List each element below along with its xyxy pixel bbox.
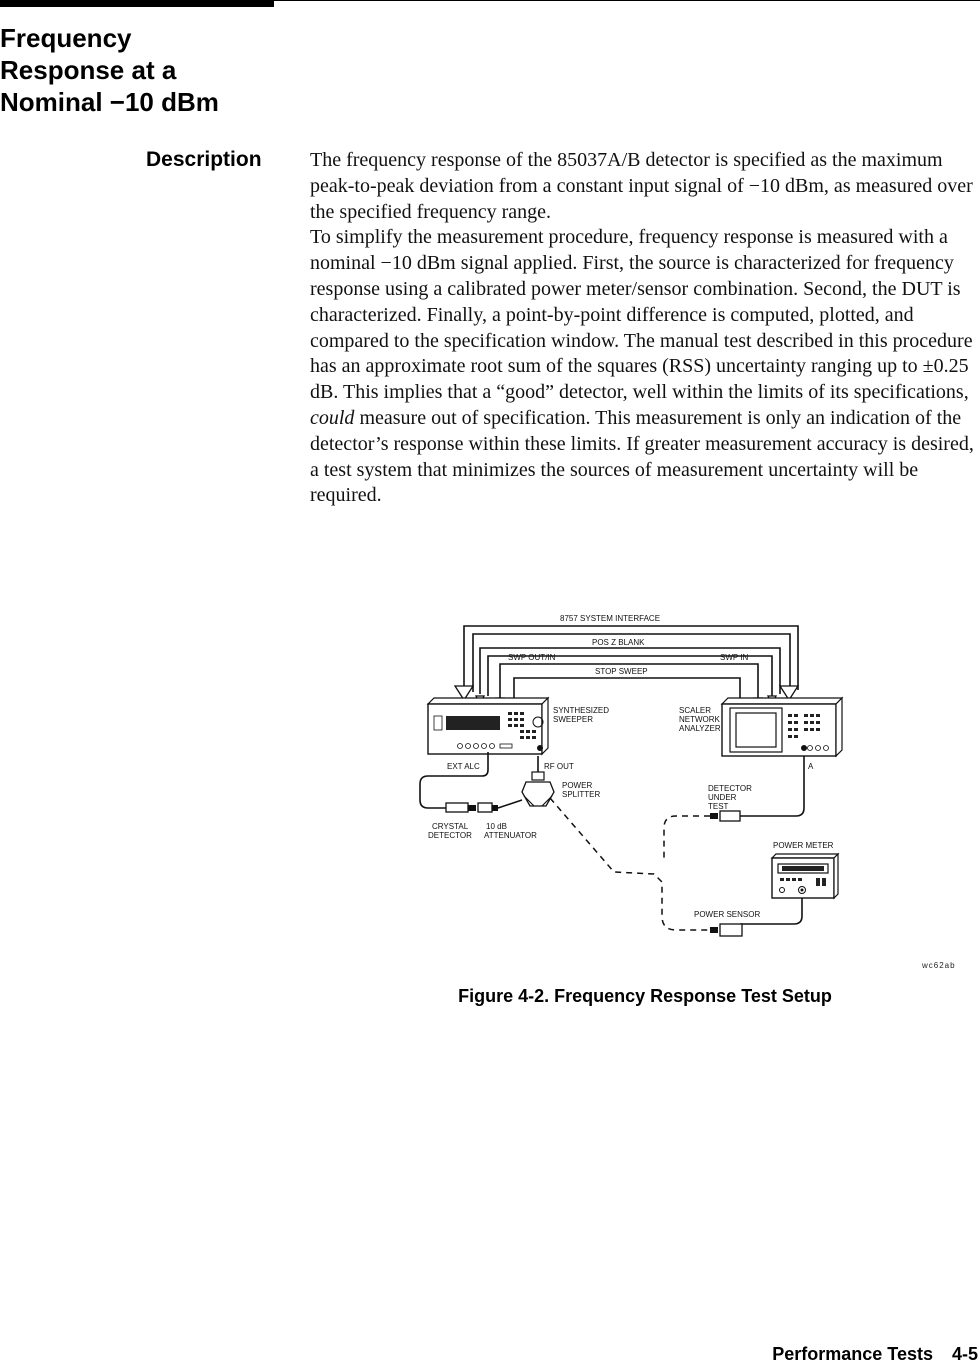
figure-caption: Figure 4-2. Frequency Response Test Setup bbox=[458, 986, 832, 1006]
power-meter bbox=[772, 854, 838, 898]
label-crystal: CRYSTAL bbox=[432, 822, 469, 831]
description-body bbox=[310, 148, 975, 509]
description-paragraph-1: The frequency response of the 85037A/B detector is specified as the maximum peak-to-peak deviation from a constant input signal of −10 dBm, as measured over the specified frequency range. bbox=[310, 149, 973, 223]
label-under: UNDER bbox=[708, 793, 737, 802]
label-test: TEST bbox=[708, 802, 729, 811]
label-stop-sweep: STOP SWEEP bbox=[595, 667, 648, 676]
label-system-interface: 8757 SYSTEM INTERFACE bbox=[560, 614, 661, 623]
section-title-line-2: Response at a bbox=[0, 55, 177, 85]
section-title bbox=[0, 22, 219, 118]
label-rf-out: RF OUT bbox=[544, 762, 574, 771]
figure-id: wc62ab bbox=[922, 961, 956, 970]
header-rule-thick bbox=[0, 0, 274, 7]
label-splitter: SPLITTER bbox=[562, 790, 601, 799]
paragraph-2-text-a: To simplify the measurement procedure, frequency response is measured with a nominal −10 dBm signal applied. First, the source is characterized for frequency response using a calibrated power meter/sensor combination. Second, the DUT is characterized. Finally, a point-by-point difference is computed, plotted, and compared to the specification window. The manual test described in this procedure has an approximate root sum of the squares (RSS) uncertainty ranging up to ±0.25 dB. This implies that a “good” detector, well within the limits of its specifications, bbox=[310, 226, 973, 404]
crystal-detector-attenuator bbox=[446, 800, 522, 812]
label-swp-in: SWP IN bbox=[720, 653, 749, 662]
label-crystal-detector: DETECTOR bbox=[428, 831, 472, 840]
section-title-line-1: Frequency bbox=[0, 23, 132, 53]
header-rule-thin bbox=[274, 0, 980, 1]
paragraph-2-italic: could bbox=[310, 406, 355, 429]
synthesized-sweeper bbox=[428, 698, 548, 754]
label-network: NETWORK bbox=[679, 715, 720, 724]
description-paragraph-2 bbox=[310, 225, 975, 509]
test-setup-figure bbox=[310, 600, 980, 980]
label-port-a: A bbox=[808, 762, 814, 771]
label-power: POWER bbox=[562, 781, 593, 790]
section-title-line-3: Nominal −10 dBm bbox=[0, 87, 219, 117]
label-10-db: 10 dB bbox=[486, 822, 507, 831]
description-heading: Description bbox=[146, 148, 262, 171]
power-sensor bbox=[710, 924, 742, 936]
footer-section: Performance Tests bbox=[772, 1344, 933, 1364]
label-power-meter: POWER METER bbox=[773, 841, 834, 850]
label-detector: DETECTOR bbox=[708, 784, 752, 793]
label-pos-z-blank: POS Z BLANK bbox=[592, 638, 645, 647]
label-sweeper: SWEEPER bbox=[553, 715, 594, 724]
footer-page-number: 4-5 bbox=[951, 1344, 978, 1364]
test-setup-diagram bbox=[310, 600, 980, 980]
paragraph-2-text-b: measure out of specification. This measurement is only an indication of the detector’s response within these limits. If greater measurement accuracy is desired, a test system that minimizes the sources of measurement uncertainty will be required. bbox=[310, 406, 974, 507]
label-scaler: SCALER bbox=[679, 706, 712, 715]
label-synthesized: SYNTHESIZED bbox=[553, 706, 610, 715]
power-splitter bbox=[522, 772, 554, 806]
label-analyzer: ANALYZER bbox=[679, 724, 721, 733]
label-ext-alc: EXT ALC bbox=[447, 762, 480, 771]
label-attenuator: ATTENUATOR bbox=[484, 831, 537, 840]
label-power-sensor: POWER SENSOR bbox=[694, 910, 761, 919]
label-swp-out-in: SWP OUT/IN bbox=[508, 653, 556, 662]
detector-under-test bbox=[710, 811, 740, 821]
scalar-network-analyzer bbox=[722, 698, 842, 756]
